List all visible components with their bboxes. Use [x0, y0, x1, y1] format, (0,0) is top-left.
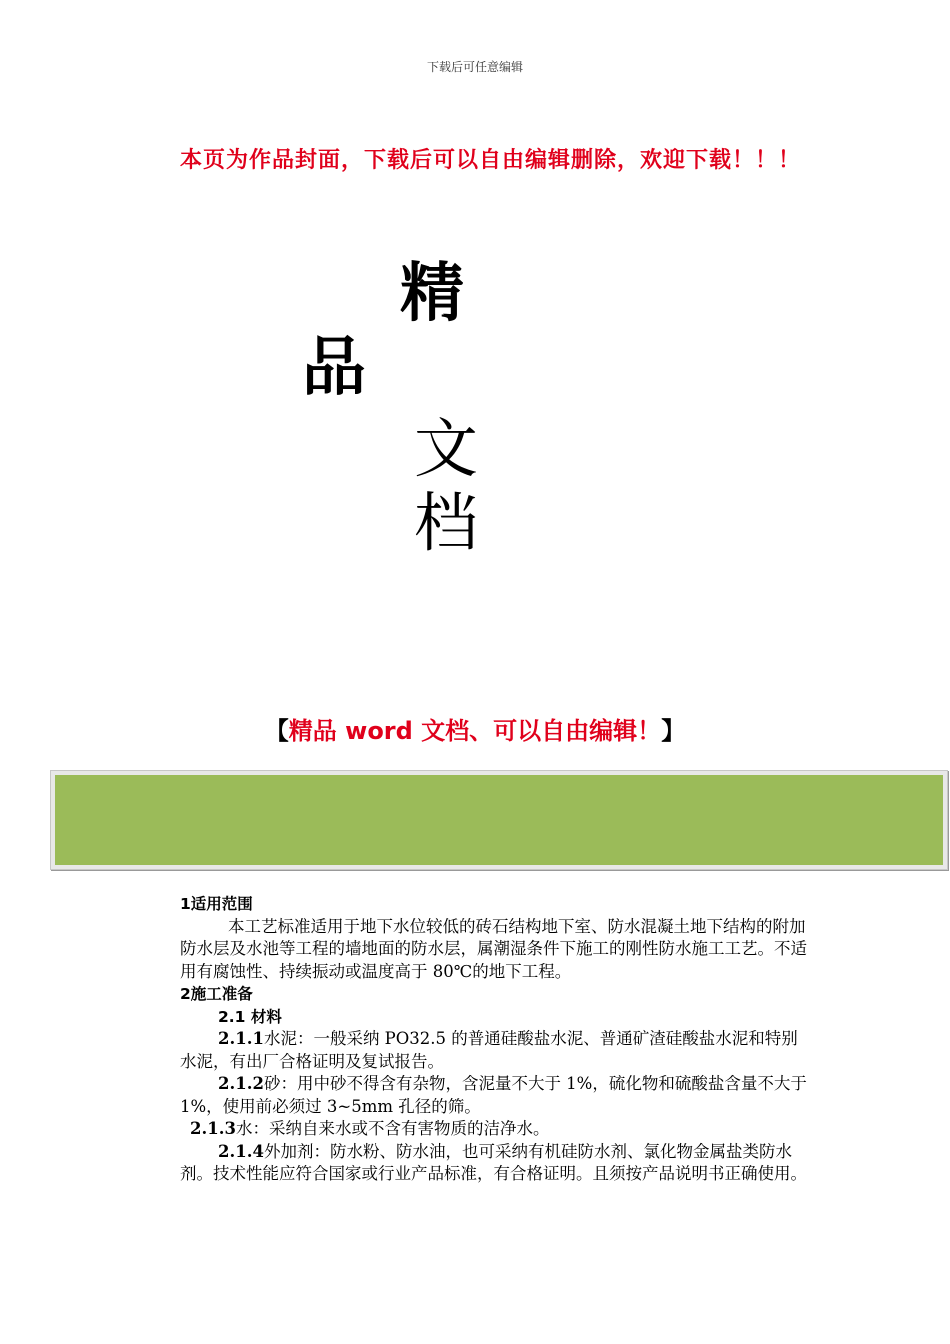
- section-1-text: 本工艺标准适用于地下水位较低的砖石结构地下室、防水混凝土地下结构的附加防水层及水池等工程的墙地面的防水层，属潮湿条件下施工的刚性防水施工工艺。不适用有腐蚀性、持续振动或温度高于 80℃的地下工程。: [180, 916, 807, 981]
- item-2-1-3-number: 2.1.3: [190, 1119, 236, 1138]
- cover-char-1: 精: [400, 257, 464, 331]
- section-2-heading: 2施工准备: [180, 985, 253, 1003]
- document-body: [180, 893, 808, 1186]
- item-2-1-2-number: 2.1.2: [218, 1074, 264, 1093]
- section-1-heading: 1适用范围: [180, 895, 253, 913]
- item-2-1-1: [180, 1028, 808, 1073]
- item-2-1-4-text: 外加剂：防水粉、防水油，也可采纳有机硅防水剂、氯化物金属盐类防水剂。技术性能应符合国家或行业产品标准，有合格证明。且须按产品说明书正确使用。: [180, 1141, 807, 1183]
- cover-notice: 本页为作品封面，下载后可以自由编辑删除，欢迎下载！！！: [180, 148, 802, 173]
- item-2-1-3: [180, 1118, 808, 1141]
- cover-char-4: 档: [414, 487, 478, 561]
- item-2-1-2-text: 砂：用中砂不得含有杂物，含泥量不大于 1%，硫化物和硫酸盐含量不大于 1%，使用前必须过 3~5mm 孔径的筛。: [180, 1074, 807, 1116]
- green-title-box: [50, 770, 948, 870]
- item-2-1-4-number: 2.1.4: [218, 1141, 264, 1161]
- item-2-1-2: [180, 1073, 808, 1118]
- banner-close-bracket: 】: [661, 717, 686, 745]
- cover-char-2: 品: [302, 331, 366, 405]
- item-2-1-1-number: 2.1.1: [218, 1029, 264, 1048]
- page-header-note: 下载后可任意编辑: [426, 60, 523, 74]
- banner-open-bracket: 【: [264, 717, 289, 745]
- item-2-1-4: [180, 1141, 808, 1186]
- item-2-1-1-text: 水泥：一般采纳 PO32.5 的普通硅酸盐水泥、普通矿渣硅酸盐水泥和特别水泥，有出厂合格证明及复试报告。: [180, 1029, 798, 1071]
- editable-banner: [0, 711, 950, 746]
- banner-text: 精品 word 文档、可以自由编辑！: [288, 717, 662, 745]
- item-2-1-3-text: 水：采纳自来水或不含有害物质的洁净水。: [235, 1119, 550, 1138]
- cover-char-3: 文: [414, 413, 478, 487]
- section-2-1-heading: 2.1 材料: [218, 1007, 282, 1026]
